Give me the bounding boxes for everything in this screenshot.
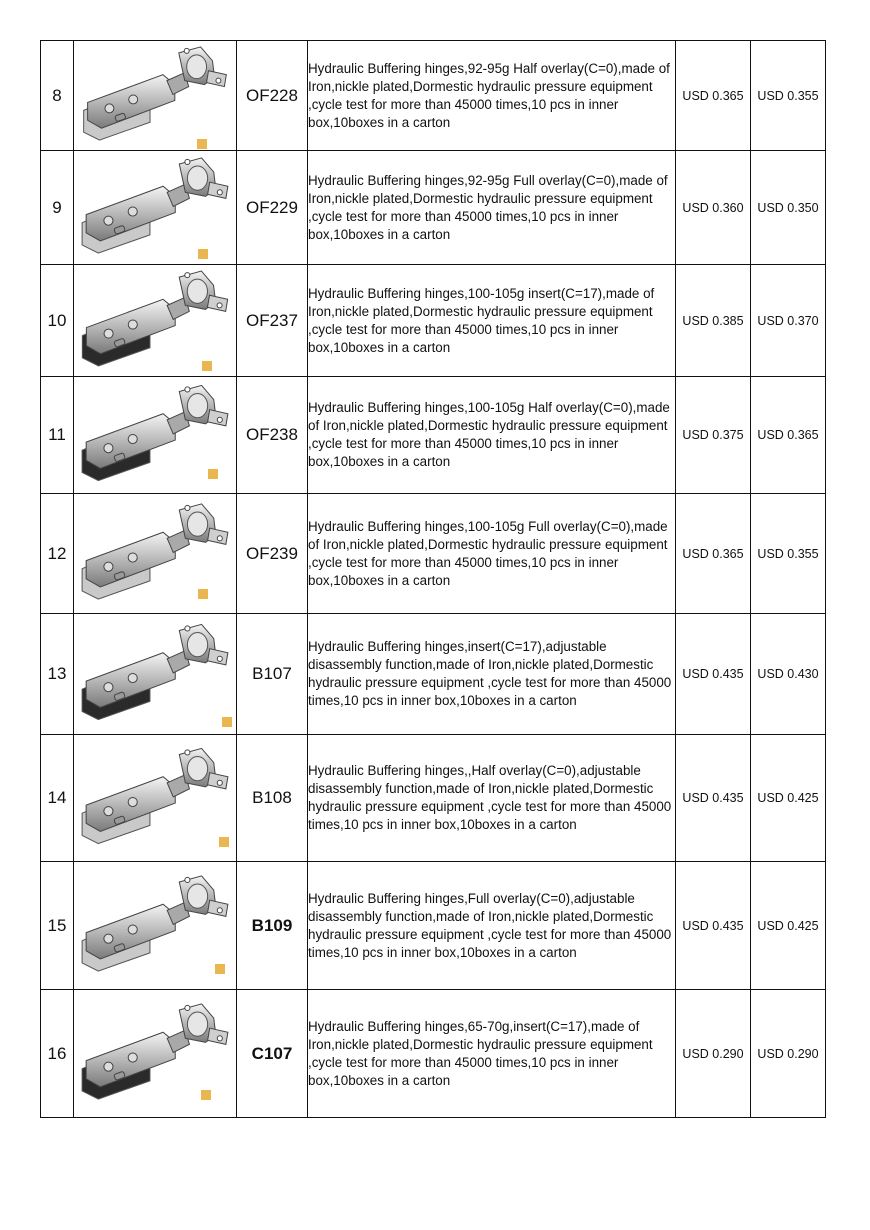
price-2: USD 0.290	[751, 990, 826, 1118]
item-number: 8	[41, 41, 74, 151]
price-2: USD 0.370	[751, 265, 826, 377]
item-number: 14	[41, 735, 74, 862]
price-table	[40, 40, 826, 1118]
item-code: B109	[237, 862, 308, 990]
item-description: Hydraulic Buffering hinges,100-105g Half overlay(C=0),made of Iron,nickle plated,Dormestic hydraulic pressure equipment ,cycle test for more than 45000 times,10 pcs in inner box,10boxes in a carton	[308, 377, 676, 494]
item-number: 13	[41, 614, 74, 735]
hinge-clip-on-half-icon	[74, 735, 237, 862]
table-row	[41, 151, 826, 265]
hinge-full-overlay-icon	[74, 494, 237, 614]
item-code: C107	[237, 990, 308, 1118]
price-1: USD 0.375	[676, 377, 751, 494]
item-number: 16	[41, 990, 74, 1118]
item-number: 12	[41, 494, 74, 614]
item-description: Hydraulic Buffering hinges,insert(C=17),adjustable disassembly function,made of Iron,nickle plated,Dormestic hydraulic pressure equipment ,cycle test for more than 45000 times,10 pcs in inner box,10boxes in a carton	[308, 614, 676, 735]
item-number: 15	[41, 862, 74, 990]
color-marker	[198, 249, 208, 259]
hinge-clip-on-full-icon	[74, 862, 237, 990]
color-marker	[198, 589, 208, 599]
table-row	[41, 494, 826, 614]
price-1: USD 0.290	[676, 990, 751, 1118]
table-row	[41, 614, 826, 735]
color-marker	[208, 469, 218, 479]
price-1: USD 0.435	[676, 614, 751, 735]
item-description: Hydraulic Buffering hinges,92-95g Half overlay(C=0),made of Iron,nickle plated,Dormestic hydraulic pressure equipment ,cycle test for more than 45000 times,10 pcs in inner box,10boxes in a carton	[308, 41, 676, 151]
item-code: OF237	[237, 265, 308, 377]
price-1: USD 0.435	[676, 862, 751, 990]
price-1: USD 0.360	[676, 151, 751, 265]
item-code: OF228	[237, 41, 308, 151]
item-description: Hydraulic Buffering hinges,Full overlay(C=0),adjustable disassembly function,made of Iron,nickle plated,Dormestic hydraulic pressure equipment ,cycle test for more than 45000 times,10 pcs in inner box,10boxes in a carton	[308, 862, 676, 990]
color-marker	[222, 717, 232, 727]
color-marker	[215, 964, 225, 974]
item-number: 9	[41, 151, 74, 265]
table-row	[41, 41, 826, 151]
table-row	[41, 735, 826, 862]
item-description: Hydraulic Buffering hinges,100-105g insert(C=17),made of Iron,nickle plated,Dormestic hydraulic pressure equipment ,cycle test for more than 45000 times,10 pcs in inner box,10boxes in a carton	[308, 265, 676, 377]
hinge-half-overlay-icon	[74, 377, 237, 494]
hinge-full-overlay-icon	[74, 151, 237, 265]
color-marker	[197, 139, 207, 149]
hinge-compact-insert-icon	[74, 990, 237, 1118]
table-row	[41, 265, 826, 377]
item-code: OF238	[237, 377, 308, 494]
item-description: Hydraulic Buffering hinges,,Half overlay(C=0),adjustable disassembly function,made of Iron,nickle plated,Dormestic hydraulic pressure equipment ,cycle test for more than 45000 times,10 pcs in inner box,10boxes in a carton	[308, 735, 676, 862]
table-row	[41, 990, 826, 1118]
color-marker	[219, 837, 229, 847]
price-2: USD 0.355	[751, 41, 826, 151]
price-2: USD 0.425	[751, 862, 826, 990]
price-2: USD 0.365	[751, 377, 826, 494]
hinge-insert-icon	[74, 265, 237, 377]
hinge-clip-on-insert-icon	[74, 614, 237, 735]
price-1: USD 0.435	[676, 735, 751, 862]
price-1: USD 0.385	[676, 265, 751, 377]
table-row	[41, 377, 826, 494]
item-number: 10	[41, 265, 74, 377]
item-code: OF229	[237, 151, 308, 265]
price-1: USD 0.365	[676, 41, 751, 151]
item-description: Hydraulic Buffering hinges,100-105g Full overlay(C=0),made of Iron,nickle plated,Dormestic hydraulic pressure equipment ,cycle test for more than 45000 times,10 pcs in inner box,10boxes in a carton	[308, 494, 676, 614]
item-code: OF239	[237, 494, 308, 614]
price-2: USD 0.350	[751, 151, 826, 265]
item-description: Hydraulic Buffering hinges,92-95g Full overlay(C=0),made of Iron,nickle plated,Dormestic hydraulic pressure equipment ,cycle test for more than 45000 times,10 pcs in inner box,10boxes in a carton	[308, 151, 676, 265]
price-2: USD 0.430	[751, 614, 826, 735]
color-marker	[202, 361, 212, 371]
item-code: B107	[237, 614, 308, 735]
price-2: USD 0.355	[751, 494, 826, 614]
item-code: B108	[237, 735, 308, 862]
item-description: Hydraulic Buffering hinges,65-70g,insert(C=17),made of Iron,nickle plated,Dormestic hydraulic pressure equipment ,cycle test for more than 45000 times,10 pcs in inner box,10boxes in a carton	[308, 990, 676, 1118]
hinge-half-overlay-icon	[74, 41, 237, 151]
price-1: USD 0.365	[676, 494, 751, 614]
item-number: 11	[41, 377, 74, 494]
price-2: USD 0.425	[751, 735, 826, 862]
table-row	[41, 862, 826, 990]
color-marker	[201, 1090, 211, 1100]
